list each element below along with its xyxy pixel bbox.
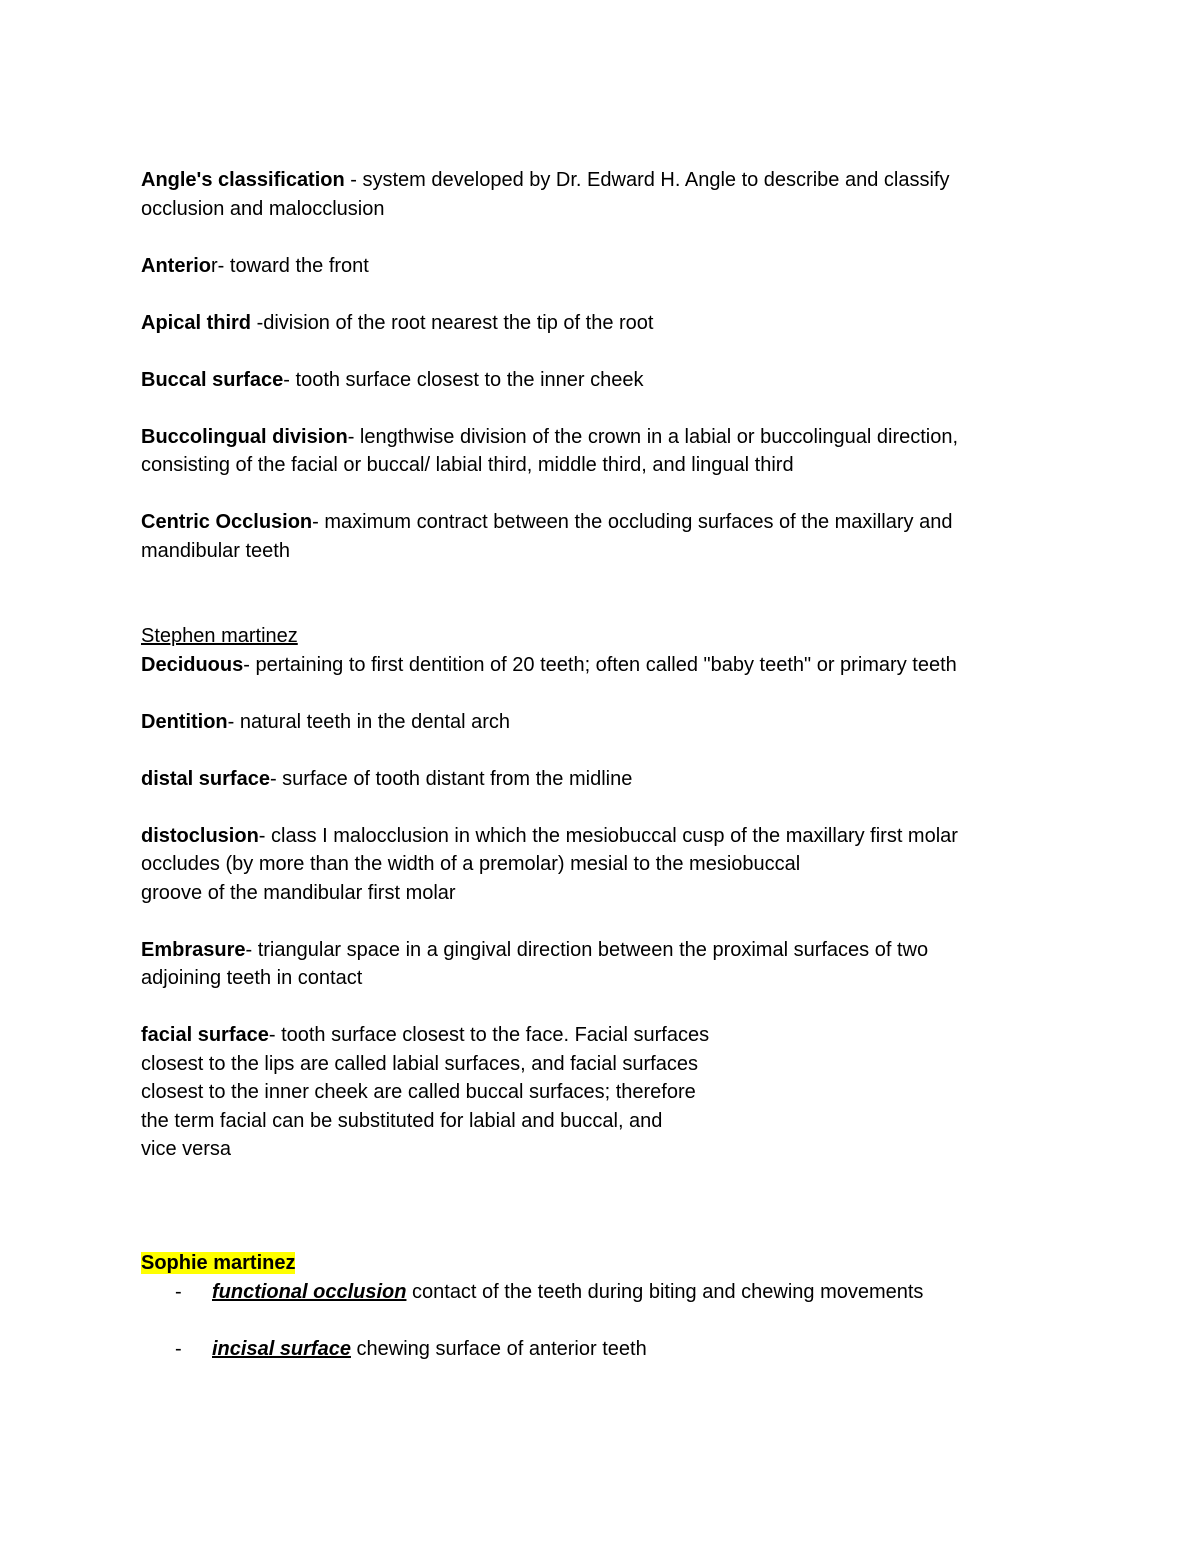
term: Buccolingual division (141, 425, 348, 448)
definition-continued: closest to the inner cheek are called buccal surfaces; therefore (141, 1081, 696, 1103)
dash-bullet: - (175, 1280, 182, 1303)
blank-line (141, 1192, 1041, 1221)
document-page (141, 166, 1041, 1392)
definition-continued: the term facial can be substituted for labial and buccal, and (141, 1109, 663, 1132)
term: Deciduous (141, 653, 244, 676)
definition: - system developed by Dr. Edward H. Angle to describe and classify (344, 169, 950, 191)
list-item (141, 1278, 1041, 1307)
definition: - maximum contract between the occluding surfaces of the maxillary and (312, 511, 953, 533)
term: Embrasure (141, 938, 246, 961)
glossary-entry-centric-occlusion (141, 508, 1041, 565)
definition: chewing surface of anterior teeth (350, 1337, 647, 1360)
glossary-entry-anterior (141, 252, 1041, 281)
glossary-entry-distoclusion (141, 822, 1041, 908)
definition-continued: vice versa (141, 1138, 232, 1160)
term: Centric Occlusion (141, 511, 313, 533)
definition: - class I malocclusion in which the mesiobuccal cusp of the maxillary first molar (258, 824, 958, 847)
glossary-entry-distal-surface (141, 765, 1041, 794)
glossary-entry-buccolingual-division (141, 423, 1041, 480)
blank-line (141, 594, 1041, 623)
glossary-entry-deciduous (141, 651, 1041, 680)
author-name-highlighted: Sophie martinez (141, 1252, 296, 1274)
author-name: Stephen martinez (141, 625, 298, 647)
term: Apical third (141, 311, 252, 334)
term: functional occlusion (212, 1280, 407, 1303)
definition-continued: closest to the lips are called labial surfaces, and facial surfaces (141, 1052, 698, 1075)
list-item (141, 1335, 1041, 1364)
blank-line (141, 1221, 1041, 1250)
term-rest: r (211, 254, 218, 277)
bullet-list (141, 1278, 1041, 1364)
definition: - surface of tooth distant from the midline (269, 767, 633, 790)
term: Buccal surface (141, 368, 284, 391)
definition-continued: occlusion and malocclusion (141, 197, 385, 220)
glossary-entry-apical-third (141, 309, 1041, 338)
definition: - tooth surface closest to the face. Facial surfaces (268, 1024, 710, 1046)
author-heading (141, 1249, 1041, 1278)
glossary-entry-facial-surface (141, 1021, 1041, 1164)
definition-continued: mandibular teeth (141, 539, 290, 562)
term: distal surface (141, 767, 270, 790)
definition-continued: consisting of the facial or buccal/ labial third, middle third, and lingual third (141, 454, 794, 476)
glossary-entry-buccal-surface (141, 366, 1041, 395)
definition: - toward the front (217, 254, 369, 277)
definition: - natural teeth in the dental arch (227, 710, 511, 733)
definition-continued: occludes (by more than the width of a premolar) mesial to the mesiobuccal (141, 853, 801, 875)
term: facial surface (141, 1024, 269, 1046)
definition: -division of the root nearest the tip of the root (251, 311, 654, 334)
term: Angle's classification (141, 169, 345, 191)
definition: - pertaining to first dentition of 20 teeth; often called "baby teeth" or primary teeth (243, 653, 957, 676)
term: Dentition (141, 710, 228, 733)
definition-continued: groove of the mandibular first molar (141, 881, 456, 904)
dash-bullet: - (175, 1337, 182, 1360)
definition: contact of the teeth during biting and chewing movements (406, 1280, 924, 1303)
definition: - triangular space in a gingival direction between the proximal surfaces of two (245, 938, 929, 961)
definition-continued: adjoining teeth in contact (141, 967, 363, 989)
term: distoclusion (141, 824, 259, 847)
glossary-entry-embrasure (141, 936, 1041, 993)
definition: - tooth surface closest to the inner cheek (283, 368, 644, 391)
term: incisal surface (212, 1337, 351, 1360)
glossary-entry-angles-classification (141, 166, 1041, 223)
glossary-entry-dentition (141, 708, 1041, 737)
term: Anterio (141, 254, 211, 277)
definition: - lengthwise division of the crown in a labial or buccolingual direction, (347, 425, 959, 448)
